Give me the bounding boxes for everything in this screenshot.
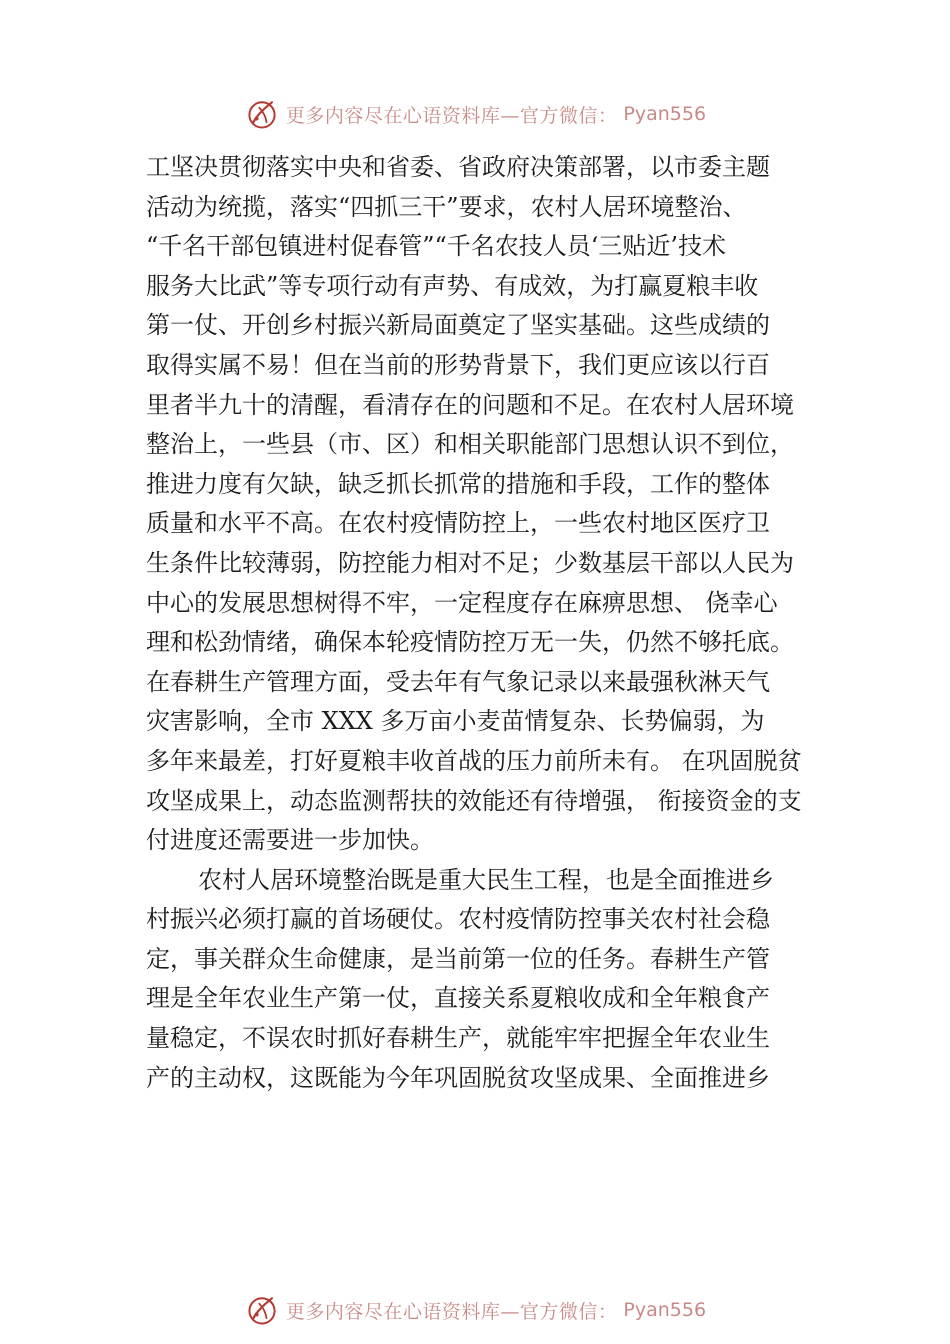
body-line: 取得实属不易！但在当前的形势背景下，我们更应该以行百 bbox=[146, 350, 770, 379]
body-line: 推进力度有欠缺，缺乏抓长抓常的措施和手段，工作的整体 bbox=[146, 469, 770, 498]
body-line: 整治上，一些县（市、区）和相关职能部门思想认识不到位， bbox=[146, 430, 794, 459]
document-body bbox=[146, 148, 836, 1098]
body-line: 里者半九十的清醒，看清存在的问题和不足。在农村人居环境 bbox=[146, 390, 794, 419]
header-banner-text: 更多内容尽在心语资料库—官方微信： bbox=[285, 104, 618, 127]
body-line: 量稳定，不误农时抓好春耕生产，就能牢牢把握全年农业生 bbox=[146, 1024, 770, 1053]
body-line: 在春耕生产管理方面，受去年有气象记录以来最强秋淋天气 bbox=[146, 667, 770, 696]
body-line: 付进度还需要进一步加快。 bbox=[146, 826, 434, 855]
footer-banner-content bbox=[244, 1292, 706, 1328]
body-line: 生条件比较薄弱，防控能力相对不足；少数基层干部以人民为 bbox=[146, 548, 794, 577]
body-line: 农村人居环境整治既是重大民生工程，也是全面推进乡 bbox=[198, 865, 774, 894]
body-line: 灾害影响，全市 XXX 多万亩小麦苗情复杂、长势偏弱，为 bbox=[146, 707, 765, 736]
body-line: 服务大比武”等专项行动有声势、有成效，为打赢夏粮丰收 bbox=[146, 271, 759, 300]
body-line: 定，事关群众生命健康，是当前第一位的任务。春耕生产管 bbox=[146, 944, 770, 973]
header-banner-handle: Pyan556 bbox=[623, 103, 707, 125]
body-line: 攻坚成果上，动态监测帮扶的效能还有待增强， 衔接资金的支 bbox=[146, 786, 802, 815]
body-line: 中心的发展思想树得不牢，一定程度存在麻痹思想、 侥幸心 bbox=[146, 588, 778, 617]
header-banner bbox=[0, 94, 950, 134]
body-line: 理和松劲情绪，确保本轮疫情防控万无一失，仍然不够托底。 bbox=[146, 628, 794, 657]
body-line: 村振兴必须打赢的首场硬仗。农村疫情防控事关农村社会稳 bbox=[146, 905, 770, 934]
logo-icon bbox=[244, 1292, 280, 1328]
footer-banner bbox=[0, 1290, 950, 1330]
body-line: 活动为统揽，落实“四抓三干”要求，农村人居环境整治、 bbox=[146, 192, 747, 221]
body-line: 理是全年农业生产第一仗，直接关系夏粮收成和全年粮食产 bbox=[146, 984, 770, 1013]
body-line: 第一仗、开创乡村振兴新局面奠定了坚实基础。这些成绩的 bbox=[146, 311, 770, 340]
footer-banner-handle: Pyan556 bbox=[623, 1299, 707, 1321]
body-line: 工坚决贯彻落实中央和省委、省政府决策部署，以市委主题 bbox=[146, 153, 770, 181]
footer-banner-text: 更多内容尽在心语资料库—官方微信： bbox=[285, 1300, 618, 1323]
body-line: 多年来最差，打好夏粮丰收首战的压力前所未有。 在巩固脱贫 bbox=[146, 746, 802, 775]
body-line: 产的主动权，这既能为今年巩固脱贫攻坚成果、全面推进乡 bbox=[146, 1063, 770, 1092]
body-line: “千名干部包镇进村促春管”“千名农技人员‘三贴近’技术 bbox=[146, 232, 727, 261]
header-banner-content bbox=[244, 96, 706, 132]
logo-icon bbox=[244, 96, 280, 132]
body-line: 质量和水平不高。在农村疫情防控上，一些农村地区医疗卫 bbox=[146, 509, 770, 538]
